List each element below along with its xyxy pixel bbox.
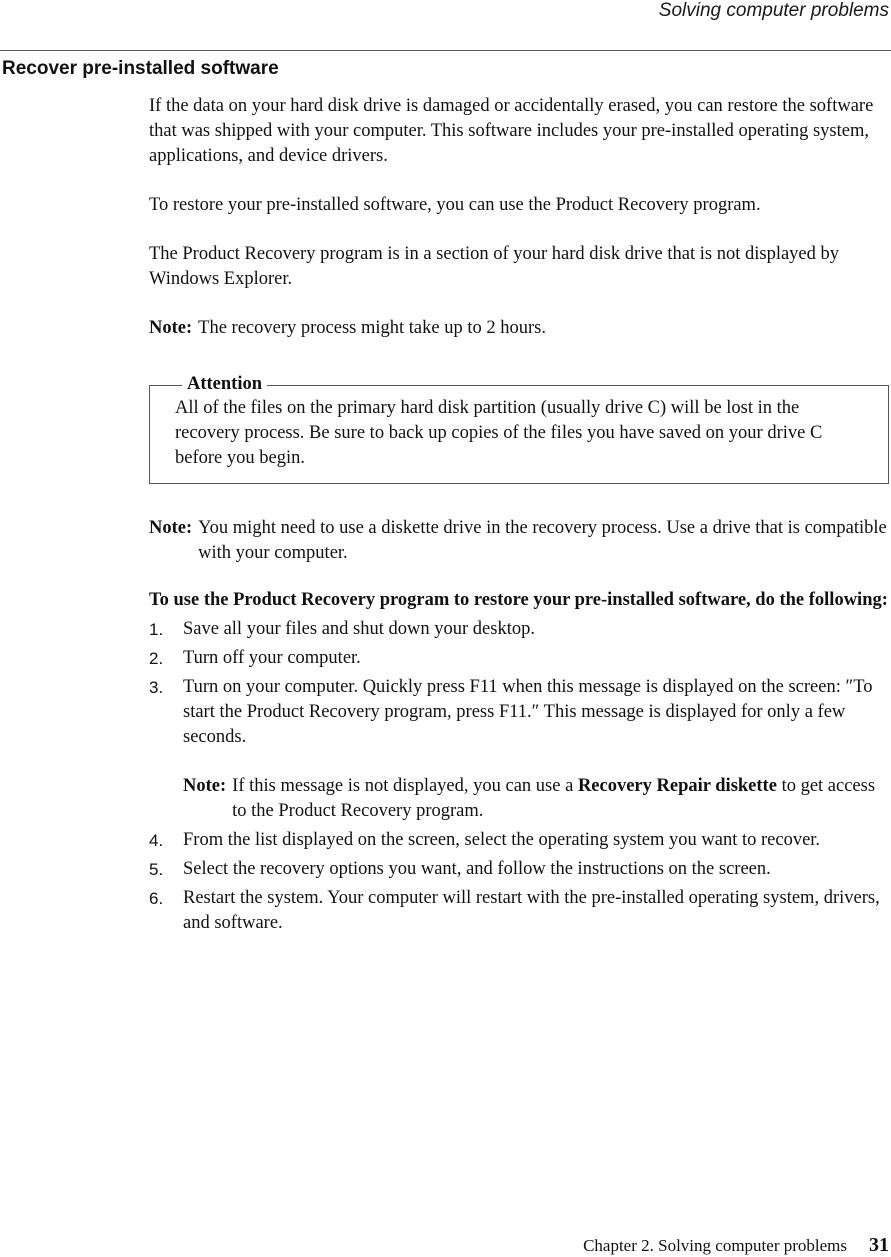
note-text <box>232 774 889 824</box>
note-text: You might need to use a diskette drive in the recovery process. Use a drive that is compatible with your computer. <box>198 518 887 563</box>
note-label: Note: <box>149 518 193 538</box>
recovery-repair-diskette-term: Recovery Repair diskette <box>577 776 777 796</box>
page-footer <box>583 1235 889 1256</box>
step-text: Select the recovery options you want, and follow the instructions on the screen. <box>183 859 771 879</box>
step-number: 2. <box>149 649 164 668</box>
page-number: 31 <box>869 1234 889 1256</box>
step-number: 6. <box>149 889 164 908</box>
body-content <box>149 94 889 940</box>
step-number: 5. <box>149 860 164 879</box>
running-header: Solving computer problems <box>658 0 889 21</box>
note-duration <box>149 316 889 341</box>
note-diskette <box>149 516 889 566</box>
section-title: Recover pre-installed software <box>2 58 279 79</box>
note-text-post: to get access to the Product Recovery program. <box>232 776 876 821</box>
attention-box <box>149 374 889 484</box>
paragraph-intro: If the data on your hard disk drive is damaged or accidentally erased, you can restore the software that was shipped with your computer. This software includes your pre-installed operating system, applications, and device drivers. <box>149 96 874 166</box>
step-text: Turn off your computer. <box>183 648 361 668</box>
paragraph-restore: To restore your pre-installed software, you can use the Product Recovery program. <box>149 195 761 215</box>
step-3 <box>149 675 889 824</box>
step-number: 3. <box>149 678 164 697</box>
paragraph-location: The Product Recovery program is in a section of your hard disk drive that is not displayed by Windows Explorer. <box>149 244 840 289</box>
step-text: From the list displayed on the screen, select the operating system you want to recover. <box>183 830 821 850</box>
attention-label: Attention <box>182 372 267 396</box>
step-4 <box>149 828 889 853</box>
step-text: Restart the system. Your computer will restart with the pre-installed operating system, drivers, and software. <box>183 888 880 933</box>
procedure-steps <box>149 617 889 936</box>
step-text: Turn on your computer. Quickly press F11 when this message is displayed on the screen: ″To start the Product Recovery program, press F11.″ This message is displayed for only a few seconds. <box>183 677 873 747</box>
note-label: Note: <box>149 318 193 338</box>
step-2 <box>149 646 889 671</box>
step-6 <box>149 886 889 936</box>
step-5 <box>149 857 889 882</box>
attention-text: All of the files on the primary hard disk partition (usually drive C) will be lost in the recovery process. Be sure to back up copies of the files you have saved on your drive C before you begin. <box>175 398 823 468</box>
note-label: Note: <box>183 776 227 796</box>
footer-chapter: Chapter 2. Solving computer problems <box>583 1236 847 1255</box>
step-1 <box>149 617 889 642</box>
step-number: 1. <box>149 620 164 639</box>
step-3-note <box>183 774 889 824</box>
note-text-pre: If this message is not displayed, you can use a <box>232 776 578 796</box>
step-number: 4. <box>149 831 164 850</box>
procedure-lead: To use the Product Recovery program to restore your pre-installed software, do the following: <box>149 590 888 610</box>
note-text: The recovery process might take up to 2 hours. <box>198 318 546 338</box>
step-text: Save all your files and shut down your desktop. <box>183 619 535 639</box>
header-rule <box>0 50 891 51</box>
